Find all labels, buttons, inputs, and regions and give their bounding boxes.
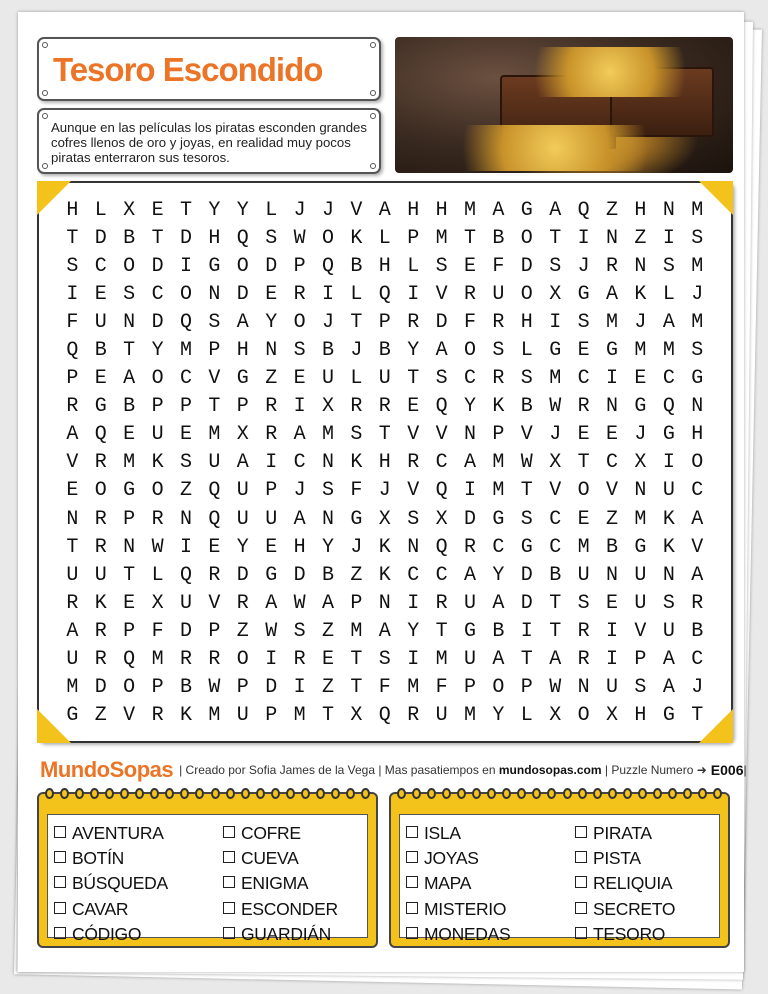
grid-row[interactable]: GZVRKMUPMTXQRUMYLXOXHGT xyxy=(66,703,720,727)
grid-row[interactable]: AQEUEMXRAMSTVVNPVJEEJGH xyxy=(66,423,720,447)
ring-icon xyxy=(75,788,84,799)
ring-icon xyxy=(472,788,481,799)
grid-row[interactable]: URQMRROIRETSIMUATARIPAC xyxy=(66,647,720,671)
checkbox-icon[interactable] xyxy=(54,826,66,838)
ring-icon xyxy=(301,788,310,799)
word-item[interactable] xyxy=(406,897,510,922)
ring-icon xyxy=(517,788,526,799)
word-item[interactable] xyxy=(54,871,168,896)
ring-icon xyxy=(487,788,496,799)
ring-icon xyxy=(427,788,436,799)
ring-icon xyxy=(45,788,54,799)
grid-row[interactable]: ARPFDPZWSZMAYTGBITRIVUB xyxy=(66,619,720,643)
ring-icon xyxy=(412,788,421,799)
brand-logo: MundoSopas xyxy=(40,757,174,782)
grid-row[interactable]: RKEXUVRAWAPNIRUADTSEUSR xyxy=(66,591,720,615)
word-label: BÚSQUEDA xyxy=(72,873,168,894)
site-link[interactable]: mundosopas.com xyxy=(498,763,602,777)
ring-icon xyxy=(608,788,617,799)
grid-row[interactable]: EOGOZQUPJSFJVQIMTVOVNUC xyxy=(66,479,720,503)
checkbox-icon[interactable] xyxy=(223,851,235,863)
ring-icon xyxy=(286,788,295,799)
word-item[interactable] xyxy=(54,897,168,922)
word-label: MAPA xyxy=(424,873,472,894)
ring-icon xyxy=(211,788,220,799)
word-item[interactable] xyxy=(406,821,510,846)
puzzle-label: | Puzzle Numero ➜ xyxy=(604,763,707,777)
ring-icon xyxy=(165,788,174,799)
description-panel xyxy=(37,108,381,174)
word-item[interactable] xyxy=(575,846,675,871)
ring-icon xyxy=(698,788,707,799)
ring-icon xyxy=(593,788,602,799)
checkbox-icon[interactable] xyxy=(406,927,418,939)
credits-text: | Creado por Sofia James de la Vega | Mas pasatiempos en xyxy=(179,763,496,777)
description-text: Aunque en las películas los piratas esconden grandes cofres llenos de oro y joyas, en realidad muy pocos piratas enterraron sus tesoros. xyxy=(51,120,367,165)
page-title: Tesoro Escondido xyxy=(53,51,323,88)
word-item[interactable] xyxy=(575,821,675,846)
footer xyxy=(36,757,747,783)
ring-icon xyxy=(271,788,280,799)
grid-row[interactable]: SCODIGODPQBHLSEFDSJRNSM xyxy=(66,255,720,279)
word-item[interactable] xyxy=(406,846,510,871)
ring-icon xyxy=(397,788,406,799)
word-label: CUEVA xyxy=(241,848,299,869)
checkbox-icon[interactable] xyxy=(223,876,235,888)
grid-row[interactable]: IESCONDERILQIVRUOXGAKLJ xyxy=(66,283,720,307)
ring-icon xyxy=(90,788,99,799)
word-item[interactable] xyxy=(406,922,510,947)
word-list-left xyxy=(37,792,378,948)
checkbox-icon[interactable] xyxy=(54,851,66,863)
word-label: CÓDIGO xyxy=(72,923,142,944)
word-item[interactable] xyxy=(223,897,338,922)
checkbox-icon[interactable] xyxy=(223,902,235,914)
checkbox-icon[interactable] xyxy=(406,902,418,914)
ring-icon xyxy=(241,788,250,799)
ring-icon xyxy=(638,788,647,799)
ring-icon xyxy=(563,788,572,799)
word-label: CAVAR xyxy=(72,898,129,919)
word-label: JOYAS xyxy=(424,848,479,869)
checkbox-icon[interactable] xyxy=(575,927,587,939)
word-label: TESORO xyxy=(593,923,666,944)
ring-icon xyxy=(195,788,204,799)
ring-icon xyxy=(226,788,235,799)
grid-row[interactable]: TRNWIEYEHYJKNQRCGCMBGKV xyxy=(66,535,720,559)
ring-icon xyxy=(623,788,632,799)
spiral-binding xyxy=(397,788,722,802)
word-label: MISTERIO xyxy=(424,898,507,919)
treasure-chest-image xyxy=(395,37,733,173)
word-label: PISTA xyxy=(593,848,641,869)
checkbox-icon[interactable] xyxy=(575,851,587,863)
word-item[interactable] xyxy=(575,871,675,896)
ring-icon xyxy=(60,788,69,799)
word-label: COFRE xyxy=(241,823,301,843)
footer-end: | xyxy=(743,763,747,777)
word-label: RELIQUIA xyxy=(593,873,673,894)
grid-row[interactable]: RGBPPTPRIXRREQYKBWRNGQN xyxy=(66,395,720,419)
ring-icon xyxy=(457,788,466,799)
checkbox-icon[interactable] xyxy=(406,876,418,888)
ring-icon xyxy=(120,788,129,799)
word-label: BOTÍN xyxy=(72,848,124,869)
checkbox-icon[interactable] xyxy=(406,826,418,838)
checkbox-icon[interactable] xyxy=(54,876,66,888)
word-label: PIRATA xyxy=(593,823,652,843)
word-item[interactable] xyxy=(223,871,338,896)
ring-icon xyxy=(547,788,556,799)
ring-icon xyxy=(442,788,451,799)
checkbox-icon[interactable] xyxy=(223,826,235,838)
ring-icon xyxy=(653,788,662,799)
word-list-right xyxy=(389,792,730,948)
word-label: SECRETO xyxy=(593,898,676,919)
checkbox-icon[interactable] xyxy=(575,902,587,914)
checkbox-icon[interactable] xyxy=(54,902,66,914)
word-item[interactable] xyxy=(54,821,168,846)
word-item[interactable] xyxy=(223,922,338,947)
ring-icon xyxy=(361,788,370,799)
ring-icon xyxy=(180,788,189,799)
grid-row[interactable]: NRPRNQUUANGXSXDGSCEZMKA xyxy=(66,507,720,531)
word-item[interactable] xyxy=(54,922,168,947)
checkbox-icon[interactable] xyxy=(575,876,587,888)
word-item[interactable] xyxy=(575,897,675,922)
word-label: ESCONDER xyxy=(241,898,338,919)
ring-icon xyxy=(331,788,340,799)
ring-icon xyxy=(713,788,722,799)
checkbox-icon[interactable] xyxy=(406,851,418,863)
word-item[interactable] xyxy=(223,821,338,846)
grid-row[interactable]: MDOPBWPDIZTFMFPOPWNUSAJ xyxy=(66,675,720,699)
word-search-grid xyxy=(37,181,733,743)
ring-icon xyxy=(668,788,677,799)
ring-icon xyxy=(578,788,587,799)
checkbox-icon[interactable] xyxy=(575,826,587,838)
word-label: ISLA xyxy=(424,823,461,843)
word-item[interactable] xyxy=(223,846,338,871)
word-label: AVENTURA xyxy=(72,823,164,843)
ring-icon xyxy=(135,788,144,799)
grid-row[interactable]: HLXETYYLJJVAHHMAGAQZHNM xyxy=(66,199,720,222)
grid-row[interactable]: QBTYMPHNSBJBYAOSLGEGMMS xyxy=(66,339,720,363)
ring-icon xyxy=(683,788,692,799)
word-item[interactable] xyxy=(575,922,675,947)
grid-row[interactable]: TDBTDHQSWOKLPMTBOTINZIS xyxy=(66,227,720,251)
ring-icon xyxy=(502,788,511,799)
grid-row[interactable]: VRMKSUAICNKHRCAMWXTCXIO xyxy=(66,451,720,475)
checkbox-icon[interactable] xyxy=(54,927,66,939)
ring-icon xyxy=(105,788,114,799)
puzzle-code: E006 xyxy=(710,762,744,778)
grid-row[interactable]: FUNDQSAYOJTPRDFRHISMJAM xyxy=(66,311,720,335)
letter-grid xyxy=(39,197,731,730)
word-item[interactable] xyxy=(54,846,168,871)
ring-icon xyxy=(150,788,159,799)
word-item[interactable] xyxy=(406,871,510,896)
ring-icon xyxy=(532,788,541,799)
grid-row[interactable]: UUTLQRDGDBZKCCAYDBUNUNA xyxy=(66,563,720,587)
spiral-binding xyxy=(45,788,370,802)
ring-icon xyxy=(256,788,265,799)
word-label: MONEDAS xyxy=(424,923,511,944)
grid-row[interactable]: PEAOCVGZEULUTSCRSMCIECG xyxy=(66,367,720,391)
ring-icon xyxy=(316,788,325,799)
word-label: GUARDIÁN xyxy=(241,923,331,944)
checkbox-icon[interactable] xyxy=(223,927,235,939)
ring-icon xyxy=(346,788,355,799)
word-label: ENIGMA xyxy=(241,873,309,894)
title-panel xyxy=(37,37,381,101)
